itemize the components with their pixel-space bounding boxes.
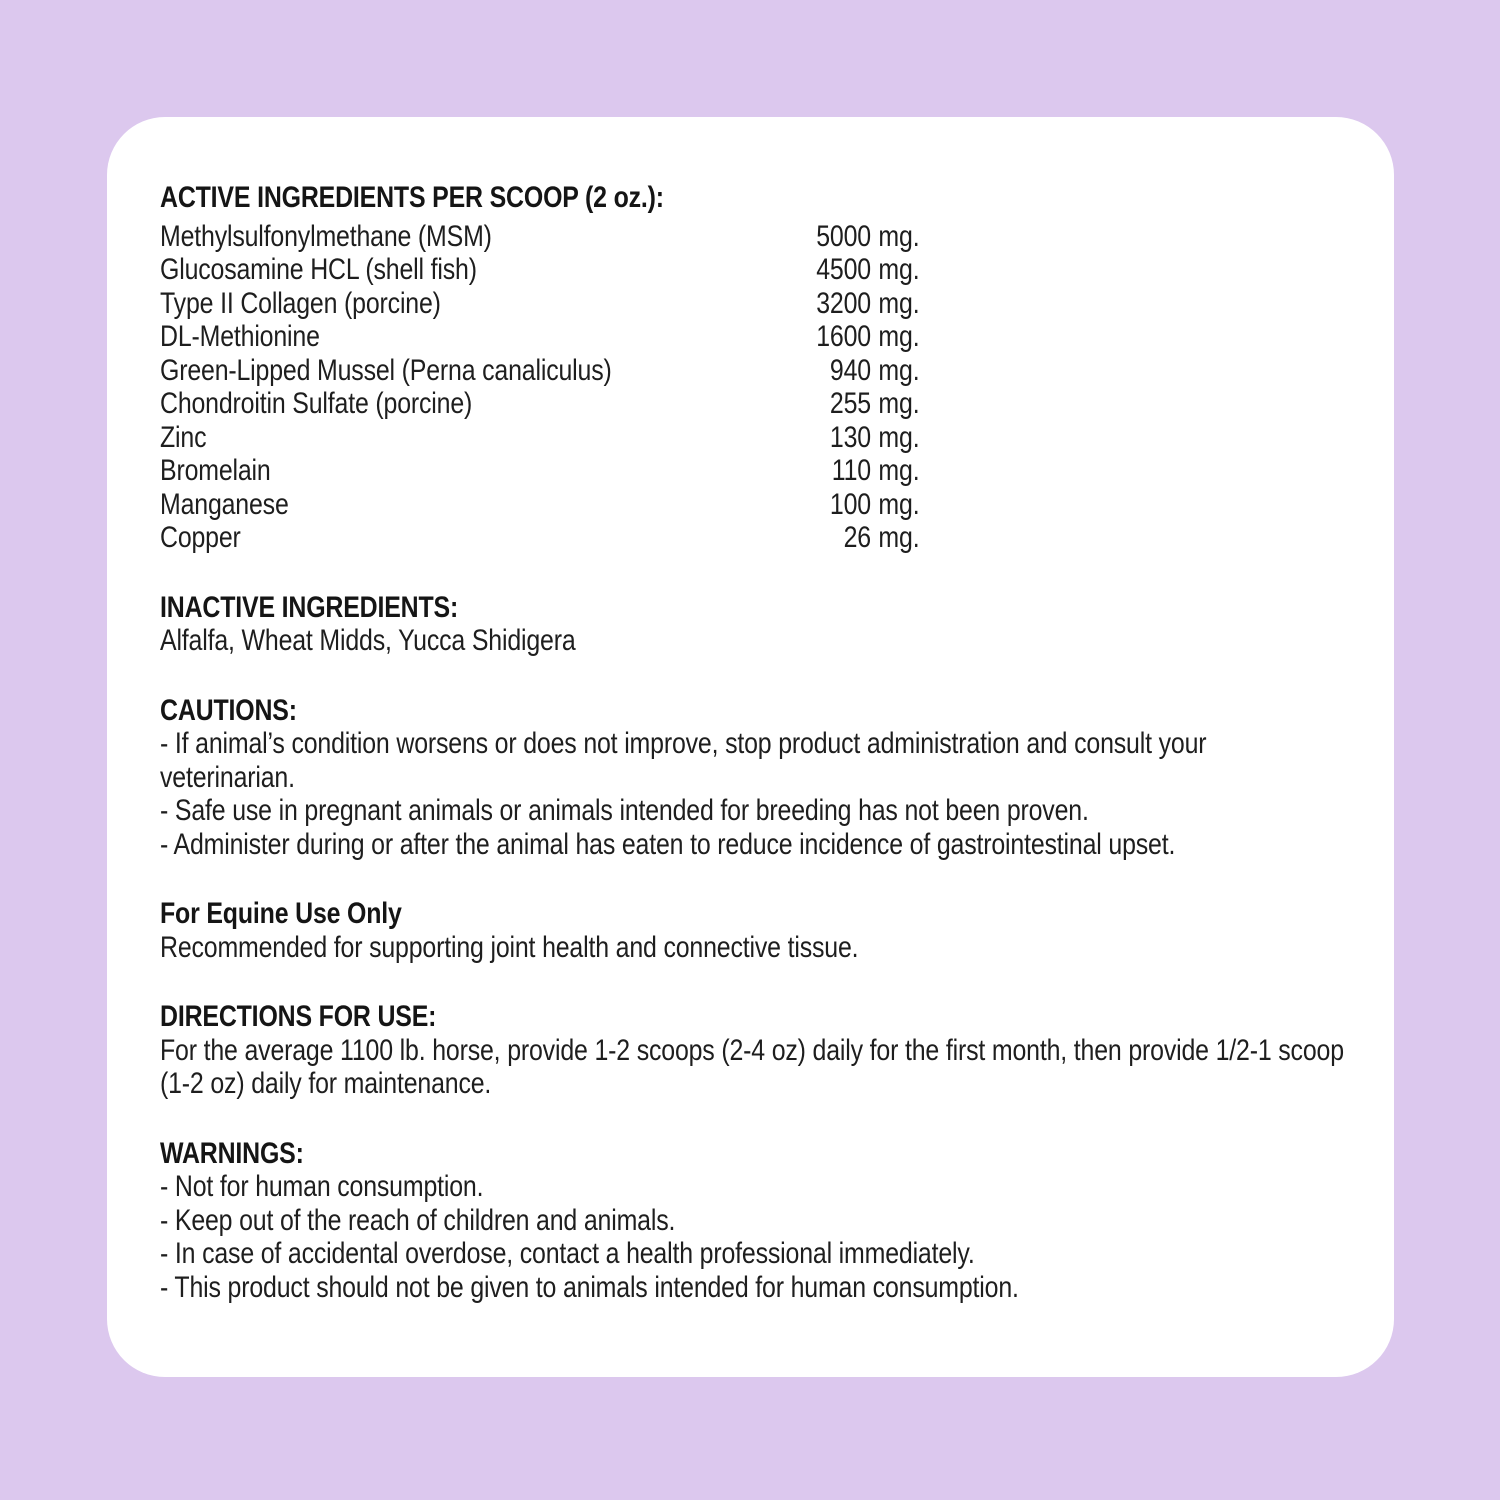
ingredient-name: DL-Methionine [160, 320, 320, 353]
ingredient-unit: mg. [878, 320, 920, 353]
ingredient-amount: 4500 mg. [816, 253, 920, 286]
warnings-heading: WARNINGS: [160, 1136, 304, 1170]
supplement-label-card [107, 117, 1394, 1377]
ingredient-row [160, 454, 919, 488]
ingredient-unit: mg. [878, 487, 920, 521]
caution-item: - Safe use in pregnant animals or animals intended for breeding has not been proven. [160, 794, 1089, 827]
inactive-ingredients-list: Alfalfa, Wheat Midds, Yucca Shidigera [160, 624, 576, 657]
ingredient-name: Chondroitin Sulfate (porcine) [160, 387, 473, 420]
ingredient-name: Manganese [160, 487, 289, 521]
ingredient-amount: 5000 mg. [816, 219, 920, 253]
ingredient-name: Methylsulfonylmethane (MSM) [160, 219, 492, 253]
inactive-ingredients-heading: INACTIVE INGREDIENTS: [160, 590, 459, 624]
ingredient-unit: mg. [878, 286, 920, 320]
directions-text: For the average 1100 lb. horse, provide 1-2 scoops (2-4 oz) daily for the first month, then provide 1/2-1 scoop (1-2 oz) daily for maintenance. [160, 1033, 1344, 1100]
warning-item: - In case of accidental overdose, contact a health professional immediately. [160, 1237, 975, 1270]
ingredient-row [160, 320, 919, 354]
ingredient-row [160, 421, 919, 455]
ingredient-amount: 940 mg. [829, 353, 920, 387]
ingredient-row [160, 220, 919, 254]
active-ingredients-table [160, 220, 919, 555]
ingredient-unit: mg. [878, 387, 920, 420]
active-ingredients-section [160, 181, 1347, 555]
warning-item: - This product should not be given to animals intended for human consumption. [160, 1270, 1019, 1304]
ingredient-row [160, 488, 919, 522]
ingredient-row [160, 387, 919, 421]
ingredient-amount: 26 mg. [843, 521, 920, 554]
cautions-section [160, 694, 1347, 862]
ingredient-name: Copper [160, 521, 241, 554]
ingredient-amount: 255 mg. [829, 387, 920, 420]
ingredient-amount: 100 mg. [829, 487, 920, 521]
cautions-heading: CAUTIONS: [160, 693, 297, 727]
ingredient-unit: mg. [878, 521, 920, 554]
label-content [160, 181, 1347, 1304]
ingredient-name: Zinc [160, 420, 207, 454]
ingredient-row [160, 287, 919, 321]
caution-item: - If animal’s condition worsens or does not improve, stop product administration and consult your veterinarian. [160, 727, 1207, 794]
directions-heading: DIRECTIONS FOR USE: [160, 1000, 437, 1033]
ingredient-unit: mg. [878, 253, 920, 286]
ingredient-row [160, 354, 919, 388]
ingredient-unit: mg. [878, 420, 920, 454]
equine-use-text: Recommended for supporting joint health and connective tissue. [160, 930, 859, 964]
ingredient-amount: 130 mg. [829, 420, 920, 454]
warning-item: - Keep out of the reach of children and animals. [160, 1203, 676, 1237]
directions-section [160, 1000, 1347, 1101]
ingredient-amount: 3200 mg. [816, 286, 920, 320]
ingredient-amount: 1600 mg. [816, 320, 920, 353]
warning-item: - Not for human consumption. [160, 1170, 484, 1203]
ingredient-name: Glucosamine HCL (shell fish) [160, 253, 477, 286]
ingredient-unit: mg. [878, 353, 920, 387]
warnings-section [160, 1137, 1347, 1305]
ingredient-amount: 110 mg. [831, 454, 920, 487]
ingredient-name: Bromelain [160, 454, 271, 487]
ingredient-row [160, 253, 919, 287]
equine-use-heading: For Equine Use Only [160, 897, 402, 930]
inactive-ingredients-section [160, 591, 1347, 658]
ingredient-unit: mg. [878, 454, 920, 487]
ingredient-name: Green-Lipped Mussel (Perna canaliculus) [160, 353, 612, 387]
ingredient-row [160, 521, 919, 555]
ingredient-name: Type II Collagen (porcine) [160, 286, 441, 320]
equine-use-section [160, 897, 1347, 964]
active-ingredients-heading: ACTIVE INGREDIENTS PER SCOOP (2 oz.): [160, 181, 664, 214]
ingredient-unit: mg. [878, 219, 920, 253]
caution-item: - Administer during or after the animal has eaten to reduce incidence of gastrointestinal upset. [160, 827, 1176, 861]
